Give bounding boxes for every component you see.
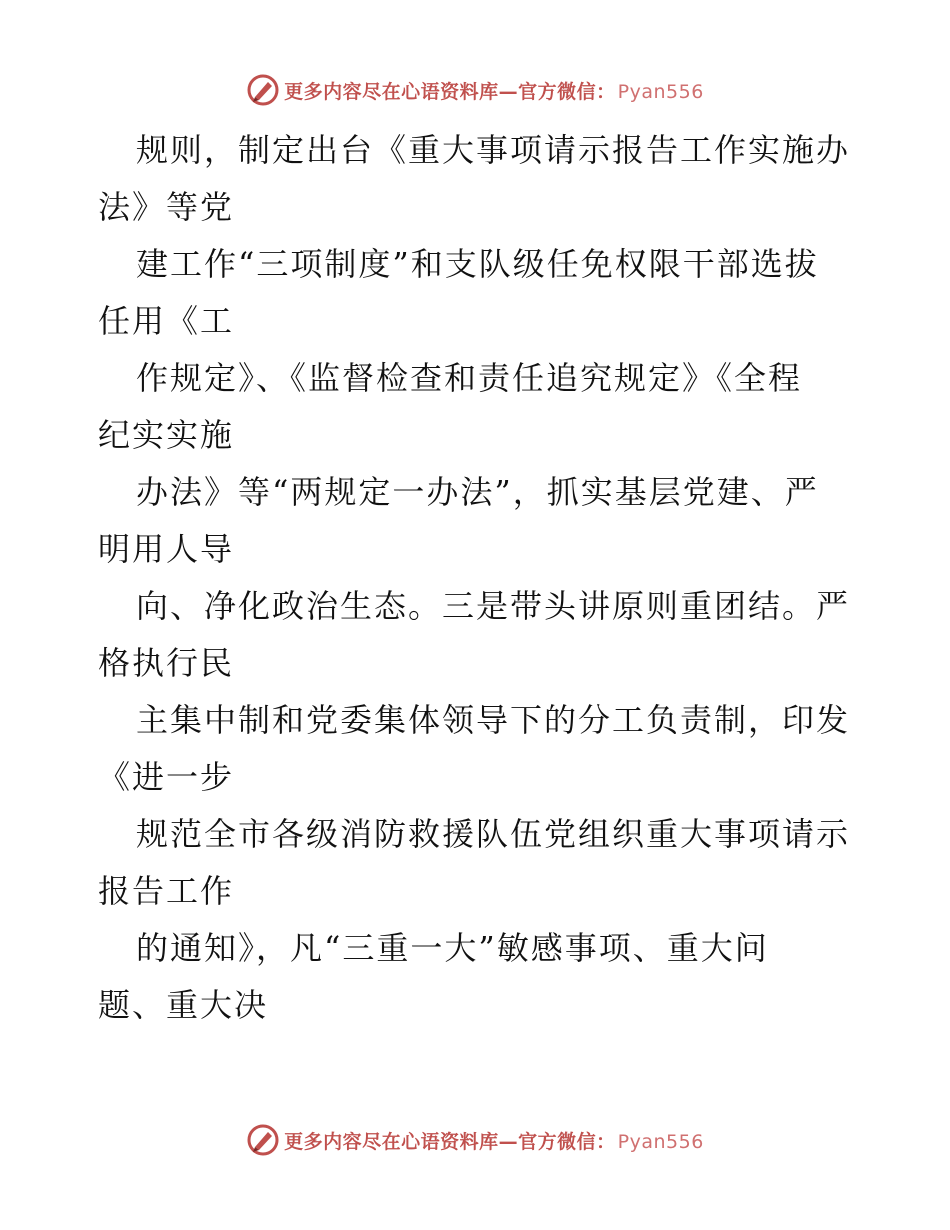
- body-line: 规则，制定出台《重大事项请示报告工作实施办: [136, 131, 851, 169]
- body-line: 向、净化政治生态。三是带头讲原则重团结。严: [136, 587, 851, 625]
- footer-wechat-id: Pyan556: [617, 1130, 704, 1153]
- body-line: 的通知》，凡“三重一大”敏感事项、重大问: [136, 929, 769, 967]
- body-line: 报告工作: [98, 872, 235, 910]
- footer-banner-text: 更多内容尽在心语资料库—官方微信： Pyan556: [284, 1130, 704, 1153]
- body-line: 法》等党: [98, 188, 235, 226]
- body-line: 纪实实施: [98, 416, 235, 454]
- footer-banner: [0, 1120, 950, 1160]
- body-line: 明用人导: [98, 530, 235, 568]
- document-body: [98, 122, 858, 1034]
- header-banner-text: 更多内容尽在心语资料库—官方微信： Pyan556: [284, 80, 704, 103]
- body-line: 格执行民: [98, 644, 235, 682]
- header-wechat-id: Pyan556: [617, 80, 704, 103]
- body-line: 建工作“三项制度”和支队级任免权限干部选拔: [136, 245, 819, 283]
- header-banner: [0, 70, 950, 110]
- body-line: 任用《工: [98, 302, 235, 340]
- body-line: 规范全市各级消防救援队伍党组织重大事项请示: [136, 815, 851, 853]
- body-line: 作规定》、《监督检查和责任追究规定》《全程: [136, 359, 803, 397]
- pen-logo-icon: [246, 1123, 280, 1157]
- body-line: 办法》等“两规定一办法”，抓实基层党建、严: [136, 473, 819, 511]
- body-line: 题、重大决: [98, 986, 269, 1024]
- body-line: 主集中制和党委集体领导下的分工负责制，印发: [136, 701, 851, 739]
- body-line: 《进一步: [98, 758, 235, 796]
- pen-logo-icon: [246, 73, 280, 107]
